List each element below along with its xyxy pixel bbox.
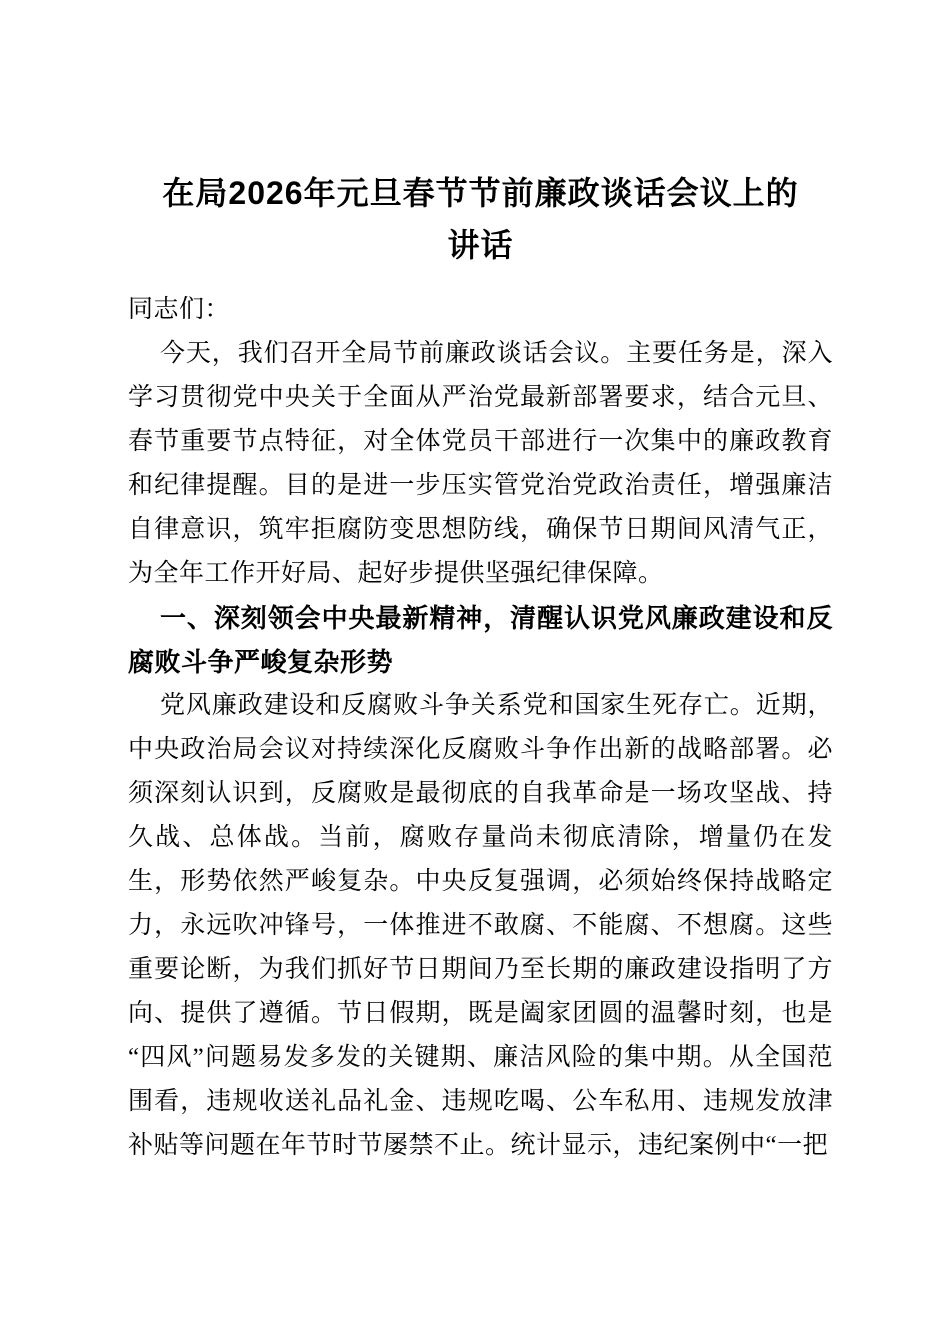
salutation: 同志们： xyxy=(128,296,231,323)
document-title: 在局2026年元旦春节节前廉政谈话会议上的讲话 xyxy=(162,175,799,263)
section-1-heading: 一、深刻领会中央最新精神，清醒认识党风廉政建设和反腐败斗争严峻复杂形势 xyxy=(128,603,833,677)
section-1-paragraph: 党风廉政建设和反腐败斗争关系党和国家生死存亡。近期，中央政治局会议对持续深化反腐败斗争作出新的战略部署。必须深刻认识到，反腐败是最彻底的自我革命是一场攻坚战、持久战、总体战。当前，腐败存量尚未彻底清除，增量仍在发生，形势依然严峻复杂。中央反复强调，必须始终保持战略定力，永远吹冲锋号，一体推进不敢腐、不能腐、不想腐。这些重要论断，为我们抓好节日期间乃至长期的廉政建设指明了方向、提供了遵循。节日假期，既是阖家团圆的温馨时刻，也是“四风”问题易发多发的关键期、廉洁风险的集中期。从全国范围看，违规收送礼品礼金、违规吃喝、公车私用、违规发放津补贴等问题在年节时节屡禁不止。统计显示，违纪案例中“一把 xyxy=(128,692,833,1159)
intro-paragraph: 今天，我们召开全局节前廉政谈话会议。主要任务是，深入学习贯彻党中央关于全面从严治党最新部署要求，结合元旦、春节重要节点特征，对全体党员干部进行一次集中的廉政教育和纪律提醒。目的是进一步压实管党治党政治责任，增强廉洁自律意识，筑牢拒腐防变思想防线，确保节日期间风清气正，为全年工作开好局、起好步提供坚强纪律保障。 xyxy=(128,340,833,587)
